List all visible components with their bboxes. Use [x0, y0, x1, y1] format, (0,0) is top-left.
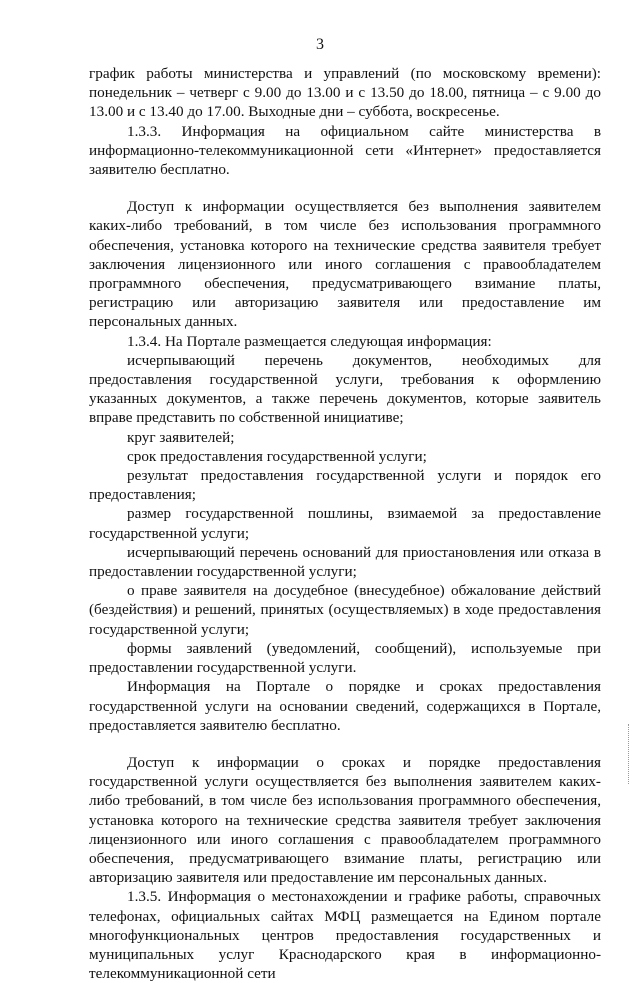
- margin-dots: [628, 724, 631, 784]
- list-item-applicants: круг заявителей;: [127, 428, 235, 446]
- list-item-term: срок предоставления государственной услуги;: [127, 447, 427, 465]
- paragraph-work-schedule: график работы министерства и управлений (по московскому времени): понедельник – четверг с 9.00 до 13.00 и с 13.50 до 18.00, пятница – с 9.00 до 13.00 и с 13.40 до 17.00. Выходные дни – суббота, воскресенье.: [89, 65, 601, 121]
- list-item-appeal: о праве заявителя на досудебное (внесудебное) обжалование действий (бездействия) и решений, принятых (осуществляемых) в ходе предоставления государственной услуги;: [89, 582, 601, 638]
- paragraph-access-terms: Доступ к информации о сроках и порядке предоставления государственной услуги осуществляется без выполнения заявителем каких-либо требований, в том числе без использования программного обеспечения, установка которого на технические средства заявителя требует заключения лицензионного или иного соглашения с правообладателем программного обеспечения, предусматривающего взимание платы, регистрацию или авторизацию заявителя или предоставление им персональных данных.: [89, 753, 601, 887]
- list-item-grounds: исчерпывающий перечень оснований для приостановления или отказа в предоставлении государственной услуги;: [89, 543, 601, 581]
- paragraph-1-3-4: 1.3.4. На Портале размещается следующая информация:: [127, 332, 492, 350]
- list-item-forms: формы заявлений (уведомлений, сообщений), используемые при предоставлении государственной услуги.: [89, 639, 601, 677]
- list-item-result: результат предоставления государственной услуги и порядок его предоставления;: [89, 467, 601, 504]
- paragraph-access-info: Доступ к информации осуществляется без выполнения заявителем каких-либо требований, в том числе без использования программного обеспечения, установка которого на технические средства заявителя требует заключения лицензионного или иного соглашения с правообладателем программного обеспечения, предусматривающего взимание платы, регистрацию или авторизацию заявителя или предоставление им персональных данных.: [89, 198, 601, 331]
- page-number: 3: [316, 36, 324, 53]
- list-item-documents: исчерпывающий перечень документов, необходимых для предоставления государственной услуги, требования к оформлению указанных документов, а также перечень документов, которые заявитель вправе представить по собственной инициативе;: [89, 351, 601, 427]
- paragraph-1-3-5: 1.3.5. Информация о местонахождении и графике работы, справочных телефонах, официальных сайтах МФЦ размещается на Едином портале многофункциональных центров предоставления государственных и муниципальных услуг Краснодарского края в информационно-телекоммуникационной сети: [89, 888, 601, 983]
- paragraph-portal-info: Информация на Портале о порядке и сроках предоставления государственной услуги на основании сведений, содержащихся в Портале, предоставляется заявителю бесплатно.: [89, 678, 601, 734]
- list-item-fee: размер государственной пошлины, взимаемой за предоставление государственной услуги;: [89, 505, 601, 542]
- paragraph-1-3-3: 1.3.3. Информация на официальном сайте министерства в информационно-телекоммуникационной сети «Интернет» предоставляется заявителю бесплатно.: [89, 122, 601, 179]
